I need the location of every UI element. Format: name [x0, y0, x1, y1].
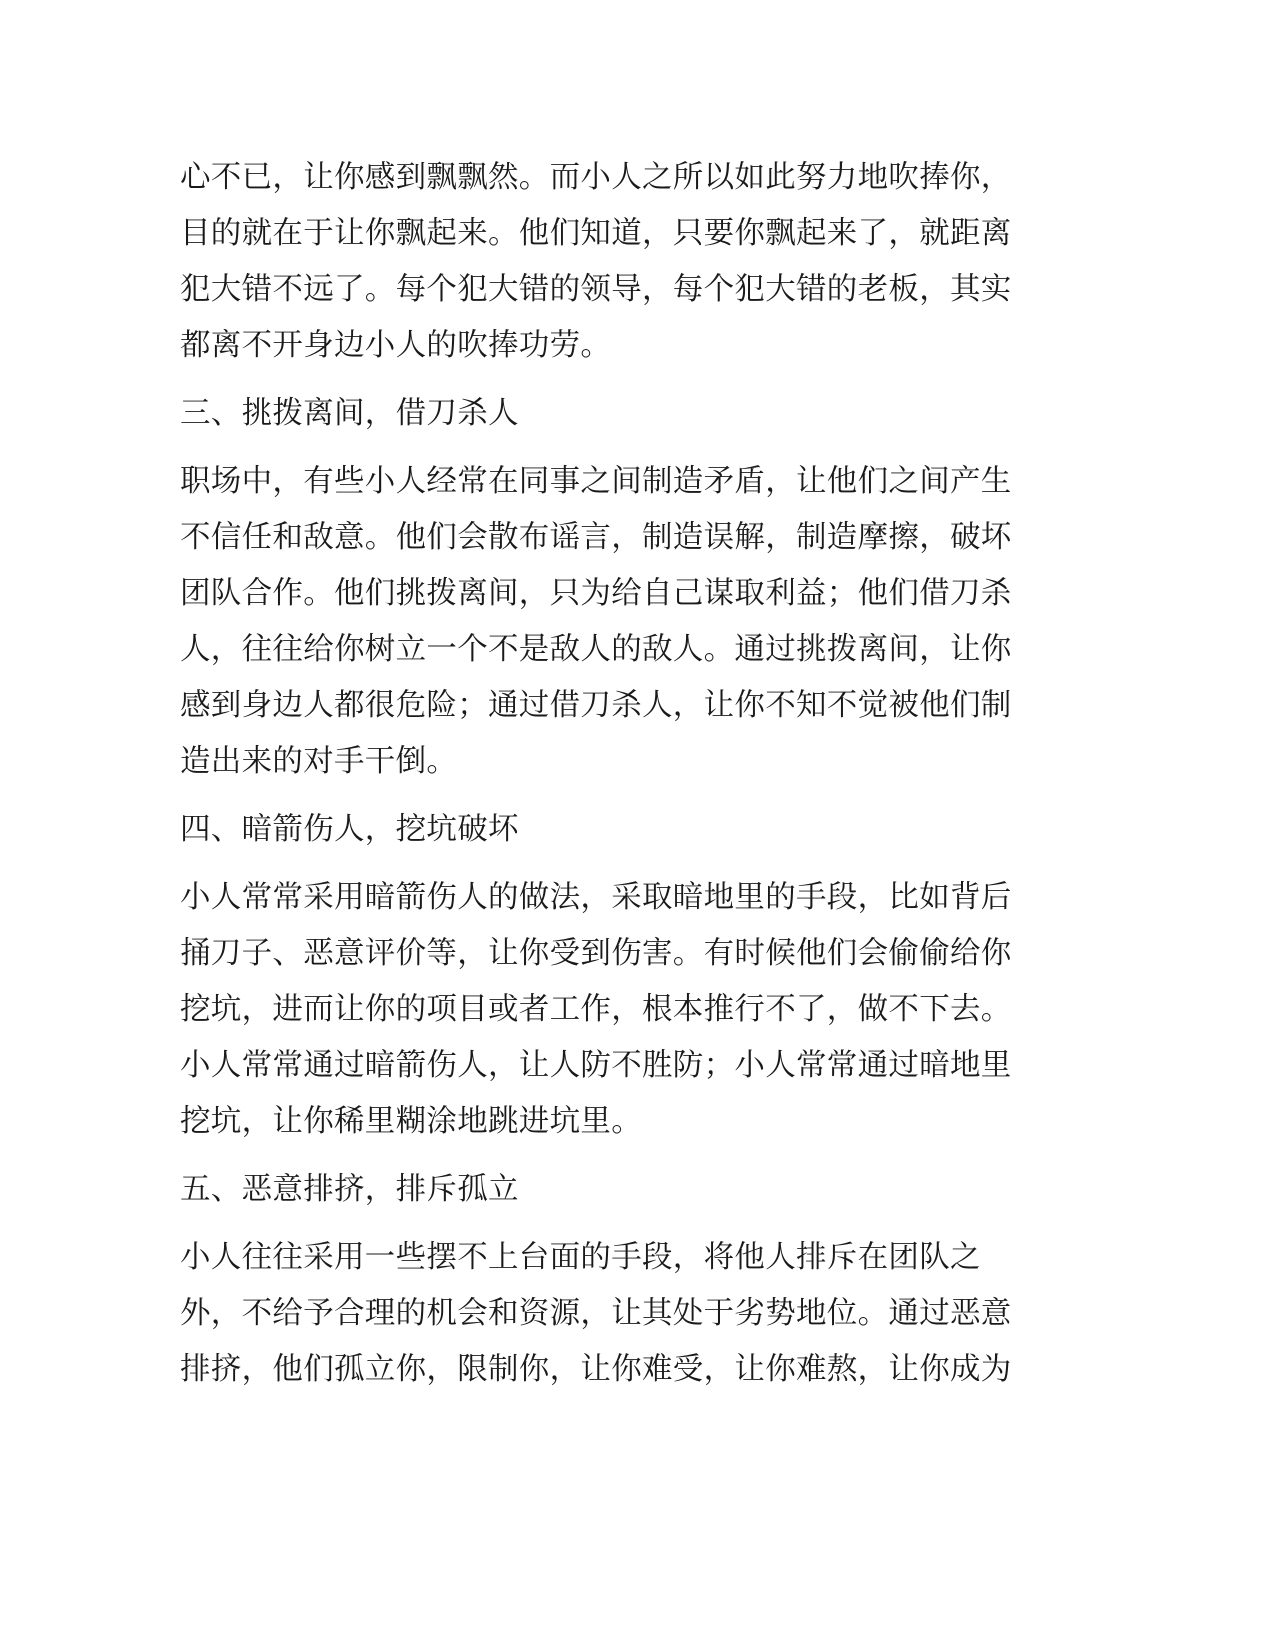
paragraph-backstab — [180, 870, 1050, 1150]
text-line: 小人常常采用暗箭伤人的做法，采取暗地里的手段，比如背后 — [180, 880, 1012, 915]
text-line: 排挤，他们孤立你，限制你，让你难受，让你难熬，让你成为 — [180, 1352, 1012, 1387]
heading-text: 五、恶意排挤，排斥孤立 — [180, 1172, 519, 1207]
text-line: 人，往往给你树立一个不是敌人的敌人。通过挑拨离间，让你 — [180, 632, 1012, 667]
paragraph-exclusion — [180, 1230, 1050, 1398]
text-line: 都离不开身边小人的吹捧功劳。 — [180, 328, 612, 363]
text-line: 团队合作。他们挑拨离间，只为给自己谋取利益；他们借刀杀 — [180, 576, 1012, 611]
text-line: 犯大错不远了。每个犯大错的领导，每个犯大错的老板，其实 — [180, 272, 1012, 307]
text-line: 捅刀子、恶意评价等，让你受到伤害。有时候他们会偷偷给你 — [180, 936, 1012, 971]
section-heading-5 — [180, 1162, 1050, 1218]
text-line: 挖坑，让你稀里糊涂地跳进坑里。 — [180, 1104, 642, 1139]
text-line: 小人常常通过暗箭伤人，让人防不胜防；小人常常通过暗地里 — [180, 1048, 1012, 1083]
paragraph-sow-discord — [180, 454, 1050, 790]
text-line: 小人往往采用一些摆不上台面的手段，将他人排斥在团队之 — [180, 1240, 981, 1275]
text-line: 挖坑，进而让你的项目或者工作，根本推行不了，做不下去。 — [180, 992, 1012, 1027]
heading-text: 四、暗箭伤人，挖坑破坏 — [180, 812, 519, 847]
document-body — [180, 150, 1050, 1410]
text-line: 外，不给予合理的机会和资源，让其处于劣势地位。通过恶意 — [180, 1296, 1012, 1331]
text-line: 心不已，让你感到飘飘然。而小人之所以如此努力地吹捧你， — [180, 160, 1012, 195]
heading-text: 三、挑拨离间，借刀杀人 — [180, 396, 519, 431]
text-line: 造出来的对手干倒。 — [180, 744, 458, 779]
text-line: 职场中，有些小人经常在同事之间制造矛盾，让他们之间产生 — [180, 464, 1012, 499]
text-line: 目的就在于让你飘起来。他们知道，只要你飘起来了，就距离 — [180, 216, 1012, 251]
section-heading-4 — [180, 802, 1050, 858]
paragraph-flattery-continued — [180, 150, 1050, 374]
section-heading-3 — [180, 386, 1050, 442]
text-line: 感到身边人都很危险；通过借刀杀人，让你不知不觉被他们制 — [180, 688, 1012, 723]
text-line: 不信任和敌意。他们会散布谣言，制造误解，制造摩擦，破坏 — [180, 520, 1012, 555]
